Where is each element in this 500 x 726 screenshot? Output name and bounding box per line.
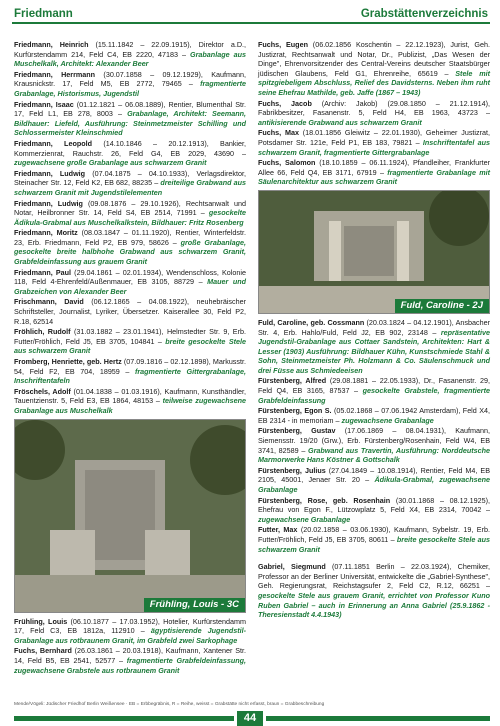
entry-name: Frischmann, David bbox=[14, 297, 84, 307]
entry-name: Friedmann, Herrmann bbox=[14, 69, 96, 79]
entry-details: (17.06.1869 – 08.04.1931), Kaufmann, Siemensstr. 19/20 (Grw.), Erb. Fürstenberg/Rosenhain, Feld W4, EB 3741, 82589 – bbox=[258, 426, 490, 455]
grave-entry bbox=[14, 70, 246, 99]
entry-description: Grabanlage aus Muschelkalk, Architekt: Alexander Beer bbox=[14, 49, 246, 69]
footer-rule-right bbox=[266, 716, 490, 721]
entry-name: Fürstenberg, Alfred bbox=[258, 376, 327, 386]
right-column-entries-top bbox=[258, 40, 490, 187]
entry-description: gesockelte Stele aus grauem Granit, errichtet von Professor Kuno Ruben Gabriel – auch in Erinnerung an Anna Gabriel (25.9.1862 - Theresienstadt 4.4.1943) bbox=[258, 590, 490, 620]
entry-name: Fröschels, Adolf bbox=[14, 386, 71, 396]
entry-details: (30.07.1858 – 09.12.1929), Kaufmann, Krausnickstr. 17, Feld M5, EB 2772, 79465 – bbox=[14, 69, 247, 89]
left-column bbox=[14, 40, 246, 676]
grave-entry bbox=[14, 40, 246, 69]
entry-details: (05.02.1868 – 07.06.1942 Amsterdam), Feld X4, EB 2314 - in memoriam – bbox=[258, 406, 491, 425]
entry-name: Friedmann, Isaac bbox=[14, 99, 74, 109]
entry-description: zugewachsene Grabanlage bbox=[341, 415, 434, 425]
entry-description: gesockelte Ädikula-Grabmal aus Muschelkalkstein, Bildhauer: Fritz Rosenberg bbox=[14, 208, 246, 227]
grave-entry bbox=[14, 297, 246, 326]
entry-details: (26.03.1861 – 20.03.1918), Kaufmann, Xantener Str. 14, Feld B5, EB 2541, 52577 – bbox=[14, 646, 246, 665]
entry-name: Friedmann, Heinrich bbox=[14, 40, 89, 49]
photo-caption: Fuld, Caroline - 2J bbox=[395, 299, 489, 313]
left-column-entries-bottom bbox=[14, 617, 246, 676]
page-header bbox=[0, 0, 500, 22]
grave-entry bbox=[258, 466, 490, 495]
entry-description: zugewachsene Grabanlage bbox=[258, 514, 351, 524]
grave-entry bbox=[258, 426, 490, 464]
entry-description: antikisierende Grabwand aus schwarzem Granit bbox=[258, 117, 422, 127]
entry-details: (08.03.1847 – 01.11.1920), Rentier, Winterfeldstr. 23, Erb. Friedmann, Feld P2, EB 979, 58626 – bbox=[14, 228, 246, 247]
entry-name: Fuchs, Bernhard bbox=[14, 646, 72, 656]
entry-name: Fuchs, Salomon bbox=[258, 158, 316, 168]
grave-entry bbox=[14, 387, 246, 416]
entry-description: ägyptisierende Jugendstil-Grabanlage aus rotbraunem Granit, im Grabfeld zwei Sarkophage bbox=[14, 626, 247, 645]
grave-entry bbox=[14, 169, 246, 198]
grave-entry bbox=[14, 268, 246, 297]
entry-description: repräsentative Jugendstil-Grabanlage aus Cottaer Sandstein, Architekten: Hart & Lesser (1903) Ausführung: Bildhauer Kühn, Kunstschmiede Stahl & Sohn, Steinmetzmeister Ph. Holzmann & Co. Säulenschmuck und drei Füsse aus Schmiedeeisen bbox=[258, 327, 490, 375]
entry-details: (31.03.1882 – 23.01.1941), Helmstedter Str. 9, Erb. Futter/Fröhlich, Feld J5, EB 3705, 104841 – bbox=[14, 327, 246, 346]
entry-name: Fuchs, Eugen bbox=[258, 40, 308, 49]
photo-fuld bbox=[258, 190, 490, 314]
grave-entry bbox=[258, 376, 490, 405]
entry-details: (14.10.1846 – 20.12.1913), Bankier, Kommerzienrat, Rauchstr. 26, Feld G4, EB 2029, 43690 – bbox=[14, 138, 246, 158]
header-rule bbox=[12, 22, 490, 24]
entry-details: (06.12.1865 – 04.08.1922), neuhebräischer Schriftsteller, Journalist, Lyriker, Übersetzer. Kaiserallee 30, Feld P2, R.18, 62514 bbox=[14, 297, 246, 326]
entry-details: (29.08.1881 – 22.05.1933), Dr., Fasanenstr. 29, Feld Q4, EB 3165, 87537 – bbox=[258, 376, 490, 396]
entry-name: Fuchs, Jacob bbox=[258, 98, 312, 108]
left-column-entries-top bbox=[14, 40, 246, 416]
entry-description: fragmentierte Grabanlage, Historismus, Jugendstil bbox=[14, 79, 246, 98]
header-right-title: Grabstättenverzeichnis bbox=[360, 8, 488, 20]
entry-details: (07.11.1851 Berlin – 22.03.1924), Chemiker, Professor an der Berliner Universität, entwickelte die „Gabriel-Synthese", Geh. Regierungsrat, Reichstagsufer 2, Feld C2, R.12, 66251 – bbox=[258, 562, 490, 591]
entry-description: Ädikula-Grabmal, zugewachsene Grabanlage bbox=[258, 475, 490, 494]
entry-description: breite gesockelte Stele aus schwarzem Granit bbox=[258, 534, 490, 554]
entry-name: Friedmann, Ludwig bbox=[14, 198, 83, 208]
entry-name: Gabriel, Siegmund bbox=[258, 562, 326, 572]
grave-entry bbox=[14, 199, 246, 228]
cemetery-photo-illustration bbox=[15, 420, 246, 613]
grave-entry bbox=[14, 617, 246, 646]
footer-rule-left bbox=[14, 716, 234, 721]
entry-name: Fürstenberg, Rose, geb. Rosenhain bbox=[258, 495, 391, 505]
entry-details: (Archiv: Jakob) (29.08.1850 – 21.12.1914), Fabrikbesitzer, Fasanenstr. 5, Feld H4, EB 1963, 43723 – bbox=[258, 98, 490, 118]
page-number: 44 bbox=[237, 711, 263, 726]
entry-details: (18.10.1859 – 06.11.1924), Pfandleiher, Frankfurter Allee 66, Feld Q4, EB 3171, 67919 – bbox=[258, 158, 490, 177]
entry-name: Fromberg, Henriette, geb. Hertz bbox=[14, 357, 122, 366]
grave-entry bbox=[14, 228, 246, 266]
entry-details: (07.04.1875 – 04.10.1933), Verlagsdirektor, Steinacher Str. 12, Feld K2, EB 682, 88235 – bbox=[14, 168, 246, 188]
grave-entry bbox=[14, 357, 246, 386]
entry-details: (06.02.1856 Koschentin – 22.12.1923), Jurist, Geh. Justizrat, Rechtsanwalt und Notar, Dr., Publizist, „Das Wesen der Dinge", Ehrenvorsitzender des Central-Vereins deutscher Staatsbürger jüdischen Glaubens, Feld G1, Ehrenreihe, 65619 – bbox=[258, 40, 490, 78]
entry-description: Inschriftentafel aus schwarzem Granit, fragmentierte Gittergrabanlage bbox=[258, 137, 490, 157]
entry-description: Grabwand aus Travertin, Ausführung: Norddeutsche Marmorwerke Hans Köstner & Gottschalk bbox=[258, 445, 490, 465]
cemetery-photo-illustration bbox=[259, 191, 490, 314]
grave-entry bbox=[14, 139, 246, 168]
entry-details: (20.02.1858 – 03.06.1930), Kaufmann, Sybelstr. 19, Erb. Futter/Fröhlich, Feld J5, EB 3705, 80611 – bbox=[258, 525, 490, 544]
entry-description: gesockelte Grabstele, fragmentierte Grabfeldeinfassung bbox=[258, 386, 490, 405]
entry-details: (01.04.1838 – 01.03.1916), Kaufmann, Kunsthändler, Tauentzienstr. 5, Feld E3, EB 1864, 48153 – bbox=[14, 386, 246, 406]
footer-note: Mende/Vögeli: Jüdischer Friedhof Berlin Weißensee · EB = Erbbegräbnis, R = Reihe, weisst = Grabstätte nicht erfasst, braun = Grabbeschreibung bbox=[14, 702, 325, 707]
entry-details: (07.09.1816 – 02.12.1898), Markusstr. 54, Feld F2, EB 704, 18959 – bbox=[14, 357, 246, 376]
entry-name: Fröhlich, Rudolf bbox=[14, 327, 71, 337]
entry-description: Grabanlage, Architekt: Seemann, Bildhauer: Liefeld, Ausführung: Steinmetzmeister Schilling und Schlossermeister Kleinschmied bbox=[14, 109, 246, 138]
entry-name: Fuld, Caroline, geb. Cossmann bbox=[258, 317, 365, 327]
entry-description: Stele mit spitzgiebeligem Abschluss, Relief des Davidsterns. Neben ihm ruht seine Ehefrau Mathilde, geb. Jaffe (1867 – 1943) bbox=[258, 68, 490, 97]
entry-details: (18.01.1856 Gleiwitz – 22.01.1930), Geheimer Justizrat, Potsdamer Str. 121e, Feld P1, EB 183, 79821 – bbox=[258, 128, 490, 147]
photo-caption: Frühling, Louis - 3C bbox=[144, 598, 245, 612]
grave-entry bbox=[258, 40, 490, 98]
entry-description: teilweise zugewachsene Grabanlage aus Muschelkalk bbox=[14, 396, 246, 415]
entry-description: fragmentierte Grabanlage mit Säulenarchitektur aus schwarzem Granit bbox=[258, 167, 490, 187]
entry-description: fragmentierte Grabfeldeinfassung, zugewachsene Grabstele aus rotbraunem Granit bbox=[14, 655, 246, 675]
entry-description: große Grabanlage, gesockelte breite halbhohe Grabwand aus schwarzem Granit, Grabfeldeinfassung aus grauem Granit bbox=[14, 237, 246, 267]
grave-entry bbox=[258, 99, 490, 128]
right-column-entries-bottom bbox=[258, 318, 490, 554]
photo-fruehling bbox=[14, 419, 246, 613]
entry-name: Friedmann, Leopold bbox=[14, 138, 93, 148]
entry-details: (20.03.1824 – 04.12.1901), Ansbacher Str. 4, Erb. Hahlo/Fuld, Feld J2, EB 902, 23148 – bbox=[258, 317, 490, 337]
entry-details: (01.12.1821 – 06.08.1889), Rentier, Blumenthal Str. 17, Feld L1, EB 278, 8003 – bbox=[14, 99, 246, 119]
entry-name: Fürstenberg, Gustav bbox=[258, 426, 336, 436]
entry-details: (30.01.1868 – 08.12.1925), Ehefrau von Egon F., Lützowplatz 5, Feld X4, EB 2314, 70042 – bbox=[258, 495, 491, 515]
grave-entry bbox=[258, 158, 490, 187]
entry-description: breite gesockelte Stele aus schwarzem Granit bbox=[14, 336, 246, 356]
entry-name: Futter, Max bbox=[258, 525, 298, 535]
right-column bbox=[258, 40, 490, 621]
entry-details: (29.04.1861 – 02.01.1934), Wendenschloss, Kolonie 118, Feld 4-Ehrenfeld/Außenmauer, EB 3105, 88729 – bbox=[14, 267, 246, 287]
grave-entry bbox=[258, 496, 490, 525]
entry-name: Fuchs, Max bbox=[258, 128, 299, 138]
grave-entry bbox=[14, 327, 246, 356]
entry-details: (06.10.1877 – 17.03.1952), Hotelier, Kurfürstendamm 17, Feld C3, EB 1812a, 112910 – bbox=[14, 616, 246, 636]
grave-entry bbox=[258, 318, 490, 376]
grave-entry bbox=[258, 128, 490, 157]
entry-description: dreiteilige Grabwand aus schwarzem Granit mit Jugendstilelementen bbox=[14, 178, 246, 197]
grave-entry bbox=[258, 525, 490, 554]
entry-name: Friedmann, Paul bbox=[14, 267, 72, 277]
grave-entry bbox=[14, 100, 246, 138]
header-left-title: Friedmann bbox=[14, 8, 73, 20]
entry-details: (27.04.1849 – 10.08.1914), Rentier, Feld M4, EB 2105, 45001, Jenaer Str. 20 – bbox=[258, 465, 490, 485]
entry-description: Mauer und Grabzeichen von Alexander Beer bbox=[14, 277, 246, 296]
grave-entry bbox=[258, 406, 490, 425]
entry-name: Frühling, Louis bbox=[14, 616, 68, 626]
grave-entry bbox=[258, 562, 490, 620]
entry-description: fragmentierte Gittergrabanlage, Inschriftentafeln bbox=[14, 366, 246, 386]
right-column-entries-last bbox=[258, 562, 490, 620]
entry-name: Fürstenberg, Egon S. bbox=[258, 406, 332, 416]
entry-name: Friedmann, Ludwig bbox=[14, 168, 86, 178]
entry-details: (09.08.1876 – 29.10.1926), Rechtsanwalt und Notar, Heilbronner Str. 14, Feld S4, EB 2514, 71991 – bbox=[14, 198, 246, 218]
entry-description: zugewachsene große Grabanlage aus schwarzem Granit bbox=[14, 158, 207, 168]
entry-name: Friedmann, Moritz bbox=[14, 228, 78, 238]
entry-details: (15.11.1842 – 22.09.1915), Direktor a.D., Kurfürstendamm 214, Feld C4, EB 2220, 47183 – bbox=[14, 40, 247, 59]
grave-entry bbox=[14, 646, 246, 675]
entry-name: Fürstenberg, Julius bbox=[258, 465, 326, 475]
